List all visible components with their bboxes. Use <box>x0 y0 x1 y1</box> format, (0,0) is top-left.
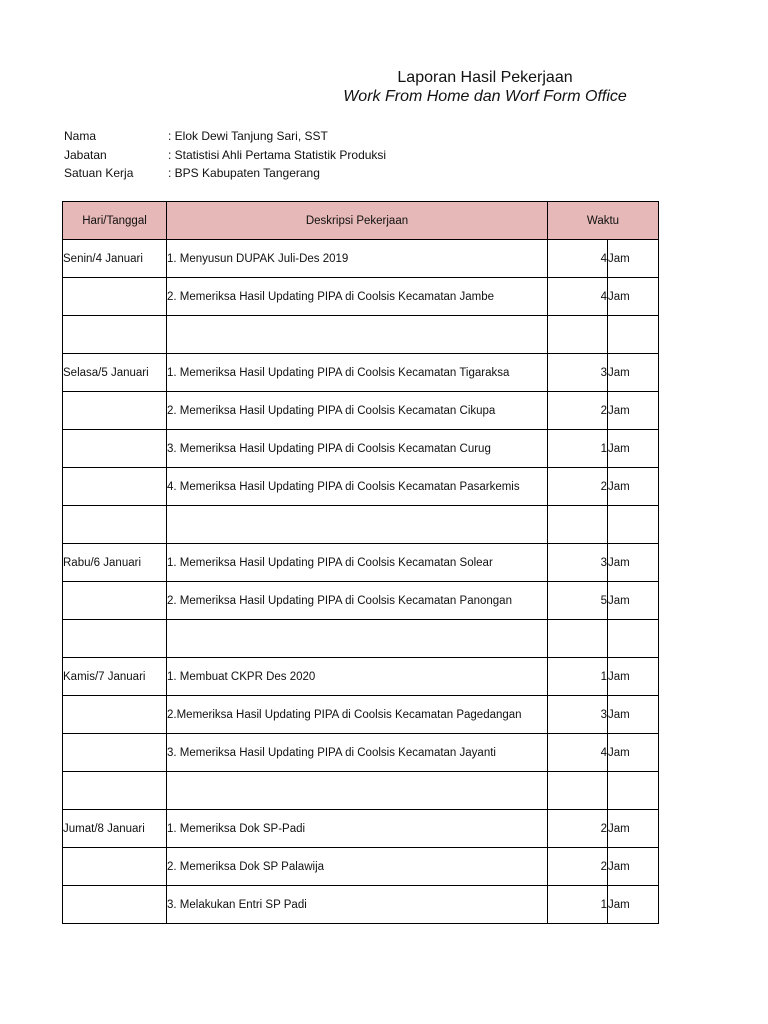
cell-description: 1. Menyusun DUPAK Juli-Des 2019 <box>167 240 548 278</box>
info-value: : Elok Dewi Tanjung Sari, SST <box>168 129 328 143</box>
table-row <box>63 392 659 430</box>
table-row <box>63 506 659 544</box>
cell-unit: Jam <box>608 810 659 848</box>
cell-day: Senin/4 Januari <box>63 240 167 278</box>
cell-unit: Jam <box>608 354 659 392</box>
cell-description <box>167 620 548 658</box>
table-row <box>63 240 659 278</box>
cell-day <box>63 734 167 772</box>
table-row <box>63 658 659 696</box>
info-label: Jabatan <box>64 147 107 162</box>
table-row <box>63 810 659 848</box>
cell-day <box>63 430 167 468</box>
cell-description: 2. Memeriksa Hasil Updating PIPA di Coolsis Kecamatan Jambe <box>167 278 548 316</box>
table-row <box>63 430 659 468</box>
table-row <box>63 620 659 658</box>
cell-unit: Jam <box>608 696 659 734</box>
cell-day: Selasa/5 Januari <box>63 354 167 392</box>
cell-day <box>63 848 167 886</box>
header-description: Deskripsi Pekerjaan <box>167 202 548 240</box>
cell-unit <box>608 506 659 544</box>
cell-hours <box>548 506 608 544</box>
info-value: : Statistisi Ahli Pertama Statistik Produksi <box>168 147 387 162</box>
table-row <box>63 468 659 506</box>
cell-hours: 3 <box>548 354 608 392</box>
cell-unit: Jam <box>608 848 659 886</box>
cell-day <box>63 582 167 620</box>
cell-day <box>63 620 167 658</box>
table-header-row <box>63 202 659 240</box>
employee-info <box>64 127 386 183</box>
cell-day: Kamis/7 Januari <box>63 658 167 696</box>
header-day: Hari/Tanggal <box>63 202 167 240</box>
table-row <box>63 696 659 734</box>
table-row <box>63 354 659 392</box>
cell-unit <box>608 620 659 658</box>
cell-description: 1. Memeriksa Dok SP-Padi <box>167 810 548 848</box>
info-label: Satuan Kerja <box>64 166 134 180</box>
cell-description: 1. Memeriksa Hasil Updating PIPA di Coolsis Kecamatan Solear <box>167 544 548 582</box>
cell-description <box>167 506 548 544</box>
cell-unit: Jam <box>608 658 659 696</box>
cell-unit: Jam <box>608 886 659 924</box>
cell-description: 4. Memeriksa Hasil Updating PIPA di Coolsis Kecamatan Pasarkemis <box>167 468 548 506</box>
table-row <box>63 886 659 924</box>
info-label: Nama <box>64 129 97 143</box>
report-subtitle: Work From Home dan Worf Form Office <box>343 88 627 105</box>
report-title: Laporan Hasil Pekerjaan <box>397 69 573 86</box>
table-row <box>63 544 659 582</box>
info-row-work-unit <box>64 164 386 183</box>
cell-hours: 4 <box>548 278 608 316</box>
cell-day <box>63 392 167 430</box>
table-row <box>63 848 659 886</box>
info-row-position <box>64 146 386 165</box>
cell-hours: 1 <box>548 658 608 696</box>
cell-hours: 3 <box>548 696 608 734</box>
header-time: Waktu <box>548 202 659 240</box>
cell-hours <box>548 620 608 658</box>
cell-unit <box>608 772 659 810</box>
table-row <box>63 316 659 354</box>
cell-unit: Jam <box>608 582 659 620</box>
info-value: : BPS Kabupaten Tangerang <box>168 166 320 180</box>
cell-day <box>63 506 167 544</box>
table-row <box>63 582 659 620</box>
cell-description: 3. Memeriksa Hasil Updating PIPA di Coolsis Kecamatan Jayanti <box>167 734 548 772</box>
cell-unit: Jam <box>608 544 659 582</box>
cell-description: 2. Memeriksa Hasil Updating PIPA di Coolsis Kecamatan Panongan <box>167 582 548 620</box>
table-row <box>63 734 659 772</box>
cell-description: 1. Memeriksa Hasil Updating PIPA di Coolsis Kecamatan Tigaraksa <box>167 354 548 392</box>
cell-hours: 2 <box>548 468 608 506</box>
cell-hours: 2 <box>548 392 608 430</box>
cell-description: 1. Membuat CKPR Des 2020 <box>167 658 548 696</box>
cell-hours: 5 <box>548 582 608 620</box>
cell-description: 2. Memeriksa Dok SP Palawija <box>167 848 548 886</box>
cell-unit: Jam <box>608 392 659 430</box>
cell-hours: 2 <box>548 848 608 886</box>
info-row-name <box>64 127 386 146</box>
cell-description: 2.Memeriksa Hasil Updating PIPA di Coolsis Kecamatan Pagedangan <box>167 696 548 734</box>
cell-unit: Jam <box>608 468 659 506</box>
cell-day <box>63 772 167 810</box>
table-row <box>63 772 659 810</box>
cell-description: 3. Melakukan Entri SP Padi <box>167 886 548 924</box>
cell-unit: Jam <box>608 278 659 316</box>
cell-unit <box>608 316 659 354</box>
cell-description <box>167 316 548 354</box>
cell-description <box>167 772 548 810</box>
cell-unit: Jam <box>608 240 659 278</box>
cell-description: 2. Memeriksa Hasil Updating PIPA di Coolsis Kecamatan Cikupa <box>167 392 548 430</box>
cell-hours: 1 <box>548 430 608 468</box>
cell-unit: Jam <box>608 734 659 772</box>
cell-day <box>63 278 167 316</box>
cell-hours: 3 <box>548 544 608 582</box>
cell-hours: 4 <box>548 240 608 278</box>
cell-hours: 1 <box>548 886 608 924</box>
cell-hours <box>548 772 608 810</box>
cell-hours: 4 <box>548 734 608 772</box>
cell-day <box>63 468 167 506</box>
cell-hours: 2 <box>548 810 608 848</box>
table-row <box>63 278 659 316</box>
cell-unit: Jam <box>608 430 659 468</box>
cell-hours <box>548 316 608 354</box>
cell-day <box>63 316 167 354</box>
cell-day: Jumat/8 Januari <box>63 810 167 848</box>
work-report-table <box>62 201 659 924</box>
cell-description: 3. Memeriksa Hasil Updating PIPA di Coolsis Kecamatan Curug <box>167 430 548 468</box>
cell-day <box>63 696 167 734</box>
cell-day: Rabu/6 Januari <box>63 544 167 582</box>
cell-day <box>63 886 167 924</box>
